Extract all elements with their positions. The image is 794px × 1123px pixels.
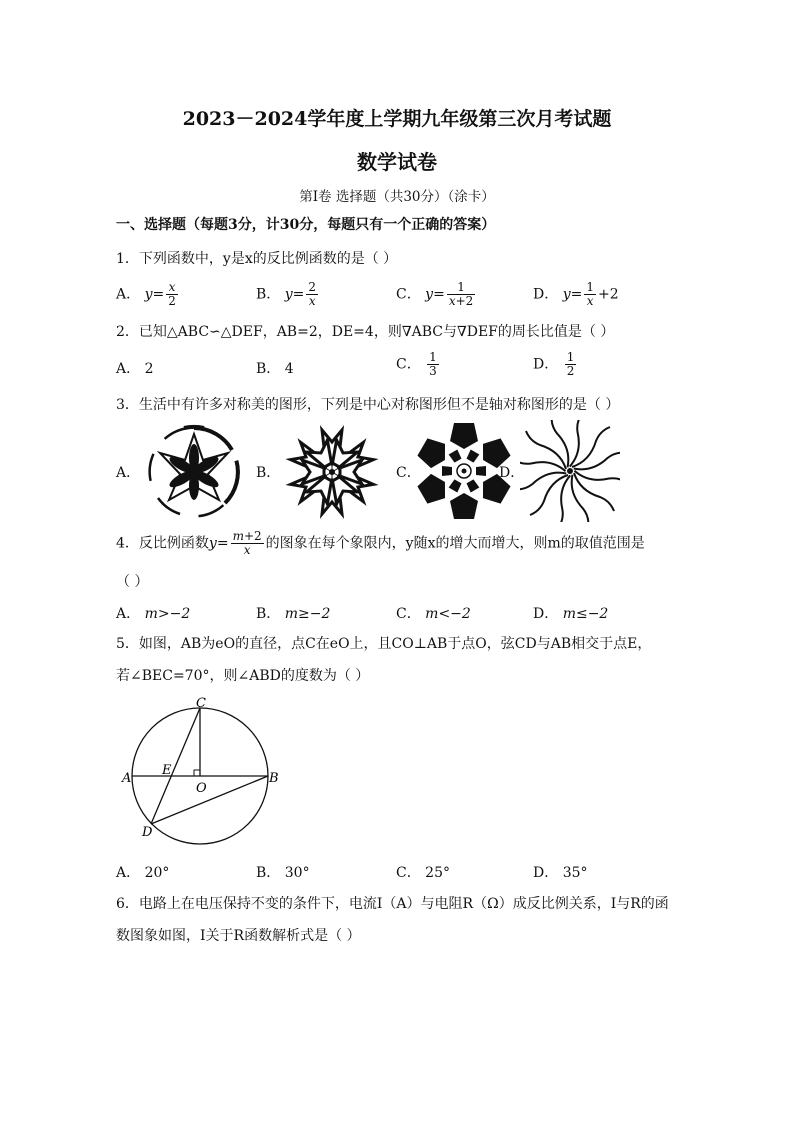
q3-option-a-label: A． xyxy=(116,465,141,481)
q3-figure-b xyxy=(280,422,384,522)
exam-title: 2023－2024学年度上学期九年级第三次月考试题 xyxy=(182,108,612,130)
q2-option-d: D． $\frac{1}{2}$ xyxy=(533,350,575,378)
q3-figure-a xyxy=(144,422,244,522)
q3-figure-d xyxy=(520,420,620,522)
q1-option-a: A． y= $\frac{x}{2}$ xyxy=(116,280,176,308)
point-b-label: B xyxy=(269,771,279,786)
q4-stem-continued: （ ） xyxy=(116,574,149,590)
q5-option-a: A． 20° xyxy=(116,865,170,881)
q1-option-d: D． y= $\frac{1}{x}$ +2 xyxy=(533,280,619,308)
q2-option-c: C． $\frac{1}{3}$ xyxy=(396,350,437,378)
q4-option-d: D． m≤−2 xyxy=(533,606,609,622)
subject-title: 数学试卷 xyxy=(357,150,437,174)
point-c-label: C xyxy=(196,696,206,711)
q6-stem-line2: 数图象如图，I关于R函数解析式是（ ） xyxy=(116,928,361,944)
section-heading: 一、选择题（每题3分，计30分，每题只有一个正确的答案） xyxy=(116,217,496,233)
part-heading: 第Ⅰ卷 选择题（共30分）（涂卡） xyxy=(299,189,495,205)
q3-option-d-label: D． xyxy=(499,465,525,481)
q2-option-b: B． 4 xyxy=(256,361,294,377)
q3-option-b-label: B． xyxy=(256,465,281,481)
q4-option-c: C． m<−2 xyxy=(396,606,471,622)
q5-option-b: B． 30° xyxy=(256,865,310,881)
point-e-label: E xyxy=(162,763,172,778)
q5-option-c: C． 25° xyxy=(396,865,450,881)
q2-option-a: A． 2 xyxy=(116,361,154,377)
q1-option-b: B． y= $\frac{2}{x}$ xyxy=(256,280,317,308)
q4-stem: 4．反比例函数y= $\frac{m+2}{x}$ 的图象在每个象限内，y随x的增大而增大，则m的取值范围是 xyxy=(116,529,645,557)
q3-stem: 3．生活中有许多对称美的图形，下列是中心对称图形但不是轴对称图形的是（ ） xyxy=(116,397,620,413)
q3-option-c-label: C． xyxy=(396,465,421,481)
q4-option-a: A． m>−2 xyxy=(116,606,191,622)
point-a-label: A xyxy=(122,771,132,786)
point-o-label: O xyxy=(196,781,207,796)
q5-option-d: D． 35° xyxy=(533,865,588,881)
q1-stem: 1．下列函数中，y是x的反比例函数的是（ ） xyxy=(116,251,398,267)
point-d-label: D xyxy=(142,825,153,840)
q5-stem-line2: 若∠BEC=70°，则∠ABD的度数为（ ） xyxy=(116,668,370,684)
q1-option-c: C． y= $\frac{1}{x+2}$ xyxy=(396,280,474,308)
q2-stem: 2．已知△ABC∽△DEF，AB=2，DE=4，则∇ABC与∇DEF的周长比值是（ ） xyxy=(116,324,615,340)
q4-option-b: B． m≥−2 xyxy=(256,606,331,622)
q5-stem-line1: 5．如图，AB为eO的直径，点C在eO上，且CO⊥AB于点O，弦CD与AB相交于点E， xyxy=(116,636,652,652)
q6-stem-line1: 6．电路上在电压保持不变的条件下，电流I（A）与电阻R（Ω）成反比例关系，I与R的函 xyxy=(116,896,669,912)
q5-circle-diagram xyxy=(114,694,290,850)
